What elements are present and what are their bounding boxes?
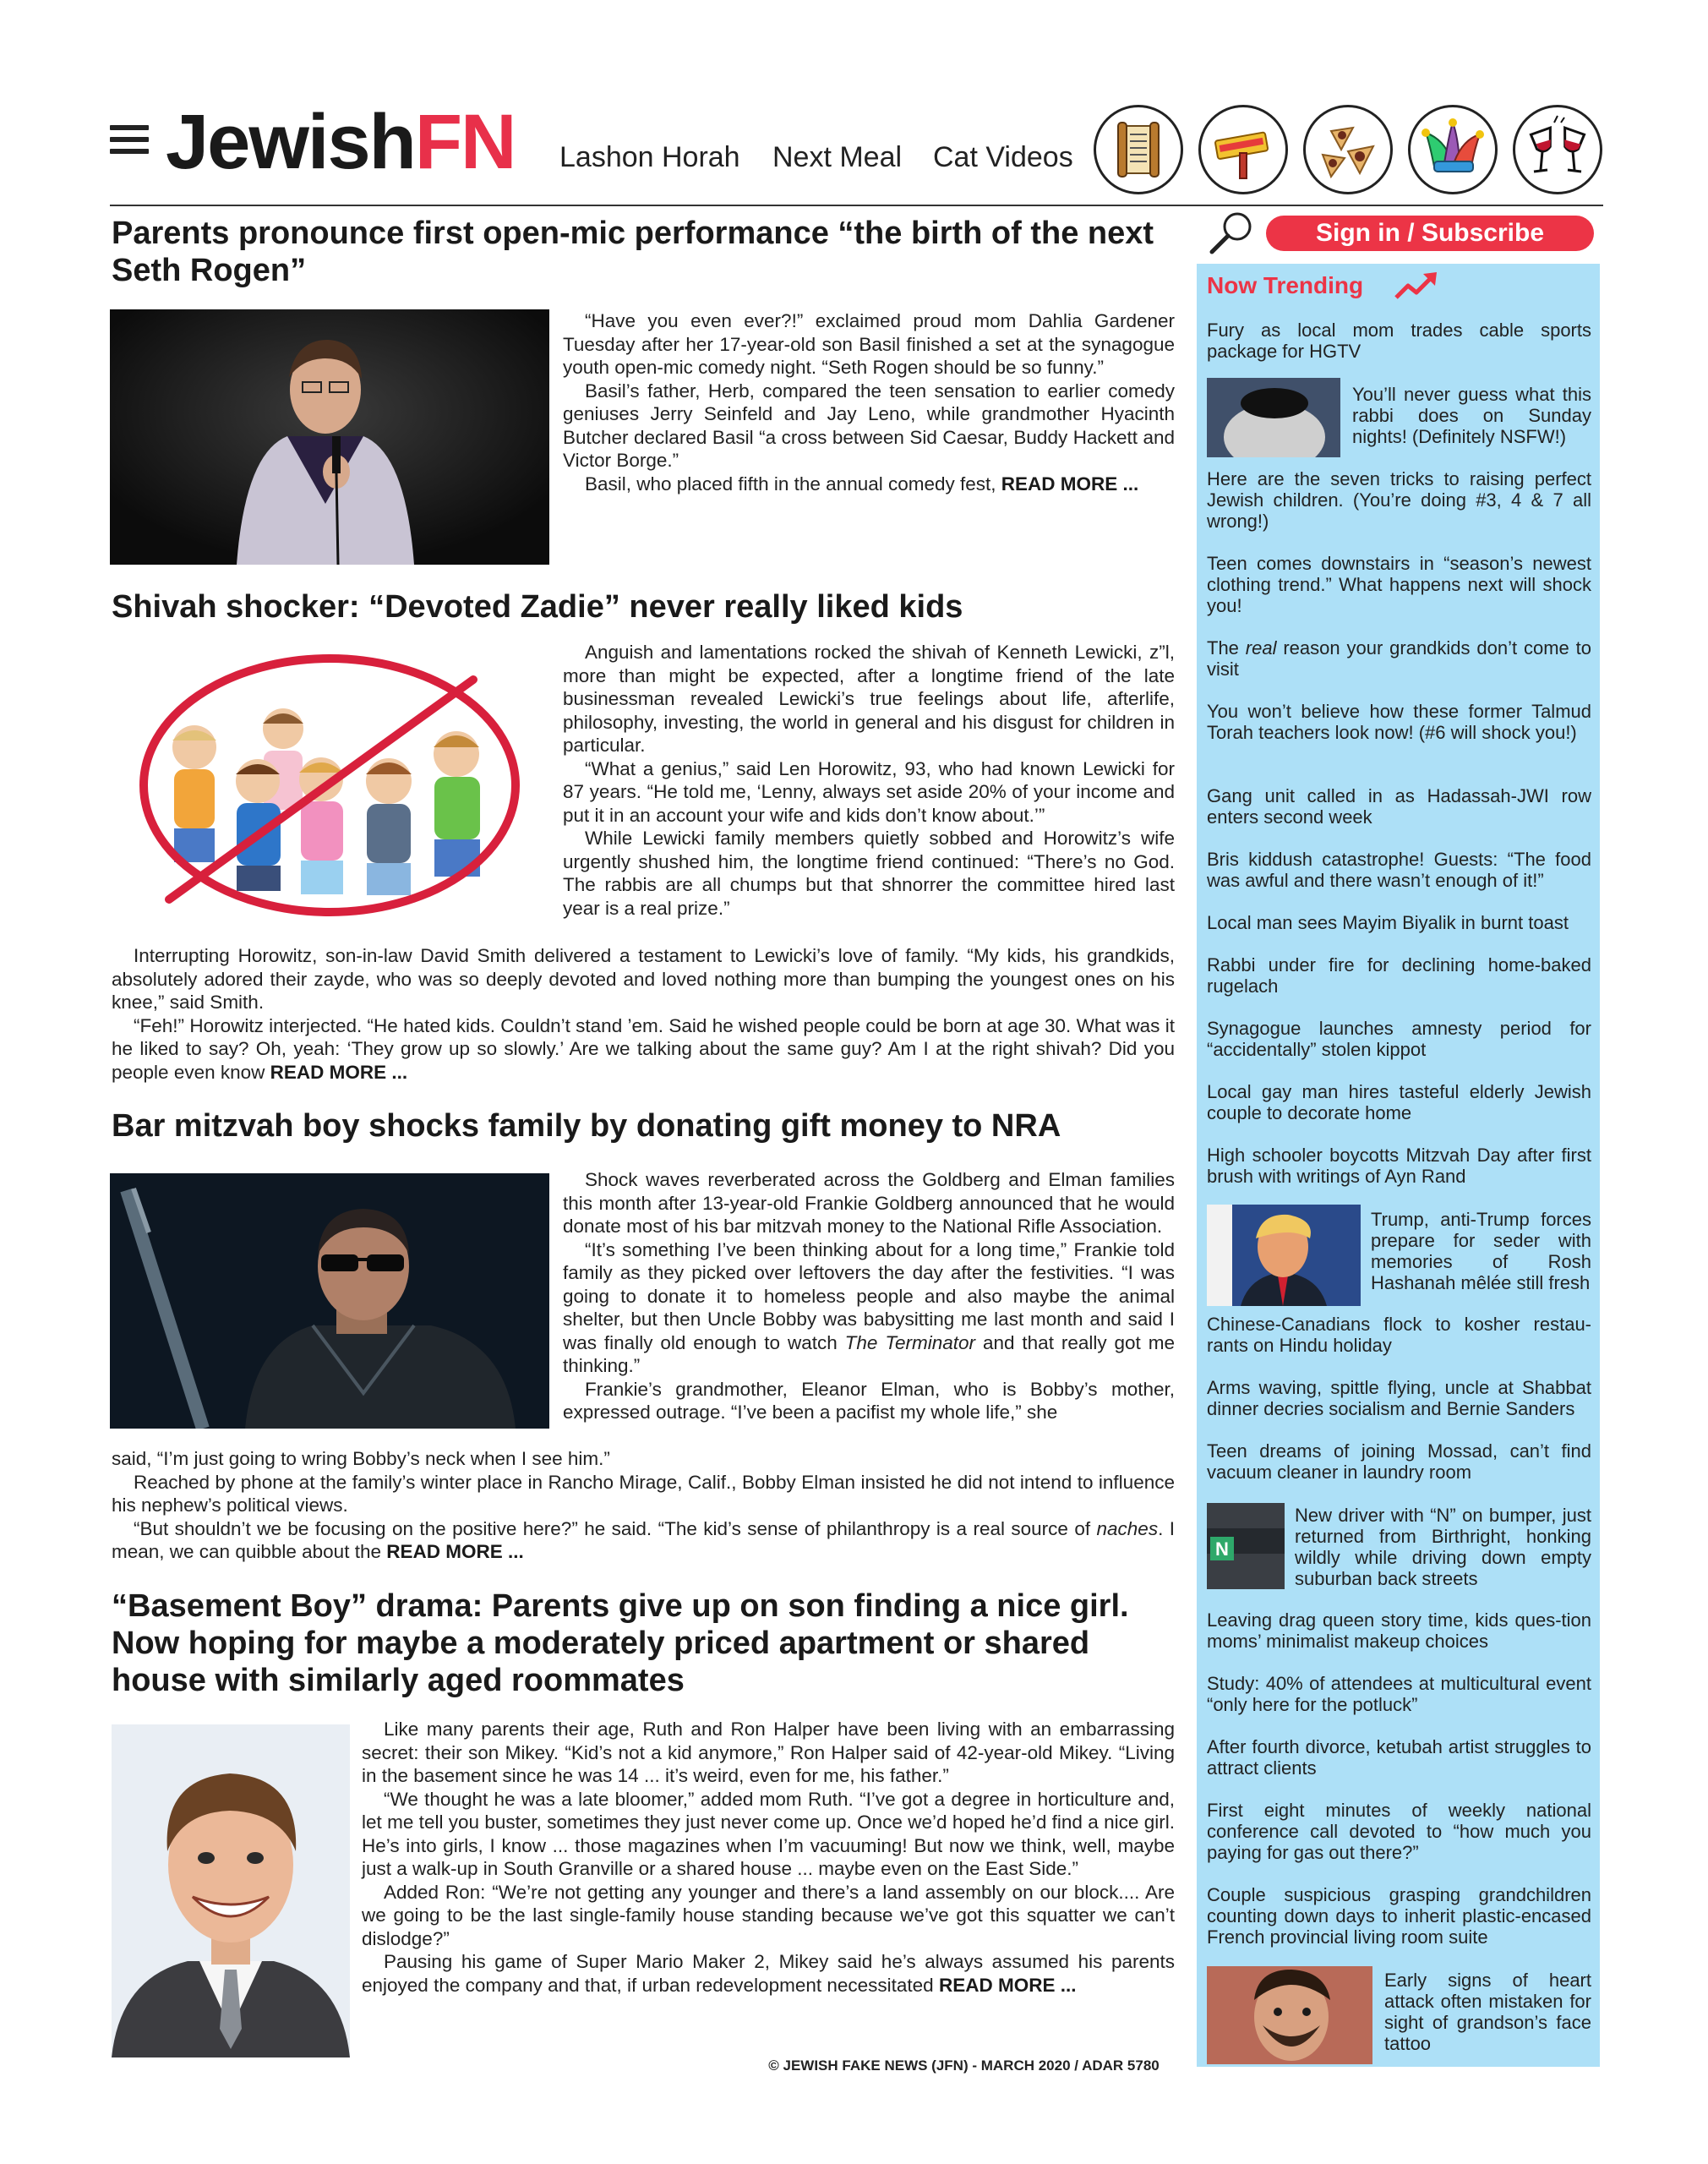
article-3-body-bottom [112,1447,1175,1564]
logo-main: Jewish [166,99,415,185]
article-2-para-3: While Lewicki family members quietly sobbed and Horowitz’s wife urgently shushed him, the longtime friend continued: “There’s no God. The rabbis are all chumps but that shnorrer the committee hired last year is a real prize.” [563,828,1175,919]
article-3-para-2: “It’s something I’ve been thinking about for a long time,” Frankie told family as they picked over leftovers the day after the festivities. “I was going to donate it to homeless people and also maybe the animal shelter, but then Uncle Bobby was babysitting me last month and said I was finally old enough to watch The Terminator and that really got me thinking.” [563,1238,1175,1376]
article-3-headline[interactable]: Bar mitzvah boy shocks family by donating gift money to NRA [112,1108,1061,1144]
trending-item[interactable]: First eight minutes of weekly national conference call devoted to “how much you paying for gas out there?” [1207,1800,1591,1863]
article-2-photo [110,646,549,925]
article-1-body [563,309,1175,495]
article-2-body-top [563,641,1175,920]
jester-hat-icon[interactable] [1408,105,1498,194]
nav-cat-videos[interactable]: Cat Videos [933,141,1073,173]
article-3-para-1: Shock waves reverberated across the Goldberg and Elman families this month after 13-year-old Frankie Goldberg announced that he would donate most of his bar mitzvah money to the National Rifle Association. [563,1169,1175,1237]
trending-item[interactable]: Synagogue launches amnesty period for “accidentally” stolen kippot [1207,1018,1591,1060]
read-more-link[interactable]: READ MORE ... [1001,473,1139,495]
trending-item[interactable]: New driver with “N” on bumper, just returned from Birthright, honking wildly while driving down empty suburban back streets [1295,1505,1591,1589]
trending-item[interactable]: Chinese-Canadians flock to kosher restau-rants on Hindu holiday [1207,1314,1591,1356]
trending-item[interactable]: You’ll never guess what this rabbi does on Sunday nights! (Definitely NSFW!) [1352,384,1591,447]
article-1-para-1: “Have you even ever?!” exclaimed proud mom Dahlia Gardener Tuesday after her 17-year-old son Basil finished a set at the synagogue youth open-mic comedy night. “Seth Rogen should be so funny.” [563,310,1175,378]
trending-item[interactable]: Fury as local mom trades cable sports package for HGTV [1207,320,1591,362]
article-4-body [362,1718,1175,1997]
article-4-para-4: Pausing his game of Super Mario Maker 2, Mikey said he’s always assumed his parents enjoyed the company and that, if urban redevelopment necessitated READ MORE ... [362,1951,1175,1996]
article-2-para-4: Interrupting Horowitz, son-in-law David Smith delivered a testament to Lewicki’s love of family. “My kids, his grandkids, absolutely adored their zayde, who was so deeply devoted and loved nothing more than bumping the youngest ones on his knee,” said Smith. [112,945,1175,1013]
nav-lashon-horah[interactable]: Lashon Horah [559,141,740,173]
trending-item[interactable]: After fourth divorce, ketubah artist struggles to attract clients [1207,1736,1591,1779]
article-3-photo [110,1173,549,1429]
trending-title: Now Trending [1207,272,1364,298]
trump-thumbnail [1207,1205,1361,1306]
article-3-para-4: Reached by phone at the family’s winter place in Rancho Mirage, Calif., Bobby Elman insisted he did not intend to influence his nephew’s political views. [112,1471,1175,1516]
article-4-para-1: Like many parents their age, Ruth and Ron Halper have been living with an embarrassing secret: their son Mikey. “Kid’s not a kid anymore,” Ron Halper said of 42-year-old Mikey. “Living in the basement since he was 14 ... it’s weird, even for me, his father.” [362,1719,1175,1786]
nav-next-meal[interactable]: Next Meal [772,141,903,173]
article-4-photo [112,1724,350,2057]
site-logo[interactable] [166,100,515,184]
article-1-photo [110,309,549,565]
trending-arrow-icon [1393,269,1440,303]
article-2-body-bottom [112,944,1175,1084]
trending-item[interactable]: Local man sees Mayim Biyalik in burnt toast [1207,912,1569,933]
trending-item[interactable]: Bris kiddush catastrophe! Guests: “The food was awful and there wasn’t enough of it!” [1207,849,1591,891]
article-2-para-2: “What a genius,” said Len Horowitz, 93, who had known Lewicki for 87 years. “He told me, ‘Lenny, always set aside 20% of your income and put it in an account your wife and kids don’t know about.’” [563,757,1175,826]
trending-item[interactable]: Leaving drag queen story time, kids ques-tion moms’ minimalist makeup choices [1207,1609,1591,1652]
torah-scroll-icon[interactable] [1094,105,1183,194]
read-more-link[interactable]: READ MORE ... [386,1541,524,1562]
trending-item[interactable]: Teen dreams of joining Mossad, can’t find vacuum cleaner in laundry room [1207,1440,1591,1483]
hamantaschen-icon[interactable] [1303,105,1393,194]
search-icon[interactable] [1207,210,1258,257]
trending-item[interactable]: You won’t believe how these former Talmud Torah teachers look now! (#6 will shock you!) [1207,701,1591,743]
trending-item[interactable]: Teen comes downstairs in “season’s newest clothing trend.” What happens next will shock you! [1207,553,1591,616]
article-1-para-3: Basil, who placed fifth in the annual comedy fest, READ MORE ... [585,473,1139,495]
post-malone-thumbnail [1207,1966,1372,2064]
article-2-headline[interactable]: Shivah shocker: “Devoted Zadie” never really liked kids [112,589,963,625]
article-3-para-5: “But shouldn’t we be focusing on the positive here?” he said. “The kid’s sense of philanthropy is a real source of naches. I mean, we can quibble about the READ MORE ... [112,1517,1175,1562]
trending-item[interactable]: Here are the seven tricks to raising perfect Jewish children. (You’re doing #3, 4 & 7 all wrong!) [1207,468,1591,532]
trending-item[interactable]: Couple suspicious grasping grandchildren counting down days to inherit plastic-encased French provincial living room suite [1207,1884,1591,1948]
menu-icon[interactable] [110,125,149,154]
trending-item[interactable]: Local gay man hires tasteful elderly Jewish couple to decorate home [1207,1081,1591,1123]
movie-title: The Terminator [844,1331,976,1353]
article-1-para-2: Basil’s father, Herb, compared the teen sensation to earlier comedy geniuses Jerry Seinfeld and Jay Leno, while grandmother Hyacinth Butcher declared Basil “a cross between Sid Caesar, Buddy Hackett and Victor Borge.” [563,380,1175,471]
trending-item[interactable]: Arms waving, spittle flying, uncle at Shabbat dinner decries socialism and Bernie Sanders [1207,1377,1591,1419]
trending-item[interactable]: Rabbi under fire for declining home-baked rugelach [1207,954,1591,997]
article-4-para-2: “We thought he was a late bloomer,” added mom Ruth. “I’ve got a degree in horticulture and, let me tell you buster, sometimes they just never come up. Once we’d hoped he’d find a nice girl. He’s into girls, I know ... those magazines when I’m vacuuming! But now we think, well, maybe just a walk-up in South Granville or a shared house ... maybe even on the East Side.” [362,1788,1175,1879]
article-2-para-5: “Feh!” Horowitz interjected. “He hated kids. Couldn’t stand ’em. Said he wished people could be born at age 30. What was it he liked to say? Oh, yeah: ‘They grow up so slowly.’ Are we talking about the same guy? Am I at the right shivah? Did you people even know READ MORE ... [112,1014,1175,1083]
article-3-para-3-cont: said, “I’m just going to wring Bobby’s neck when I see him.” [112,1448,610,1469]
grogger-icon[interactable] [1198,105,1288,194]
read-more-link[interactable]: READ MORE ... [270,1061,408,1083]
trending-item[interactable]: Early signs of heart attack often mistaken for sight of grandson’s face tattoo [1384,1970,1591,2054]
article-2-para-1: Anguish and lamentations rocked the shivah of Kenneth Lewicki, z”l, more than might be expected, after a longtime friend of the late businessman revealed Lewicki’s true feelings about life, afterlife, philosophy, investing, the world in general and his disgust for children in particular. [563,642,1175,756]
n-bumper-thumbnail [1207,1503,1285,1589]
trending-item[interactable]: High schooler boycotts Mitzvah Day after first brush with writings of Ayn Rand [1207,1145,1591,1187]
footer-copyright: © JEWISH FAKE NEWS (JFN) - MARCH 2020 / ADAR 5780 [768,2057,1160,2074]
header-rule [110,205,1603,206]
trending-item[interactable]: The real reason your grandkids don’t come to visit [1207,637,1591,680]
svg-text:N: N [1215,1538,1229,1560]
logo-accent: FN [414,99,516,185]
article-3-para-3: Frankie’s grandmother, Eleanor Elman, who is Bobby’s mother, expressed outrage. “I’ve been a pacifist my whole life,” she [563,1378,1175,1423]
article-3-body-top [563,1168,1175,1424]
rabbi-thumbnail [1207,378,1340,457]
article-4-headline[interactable]: “Basement Boy” drama: Parents give up on son finding a nice girl. Now hoping for maybe a moderately priced apartment or shared house with similarly aged roommates [112,1588,1129,1698]
trending-item[interactable]: Trump, anti-Trump forces prepare for seder with memories of Rosh Hashanah mêlée still fresh [1371,1209,1591,1293]
trending-item[interactable]: Gang unit called in as Hadassah-JWI row enters second week [1207,785,1591,828]
wine-glasses-icon[interactable] [1513,105,1602,194]
signin-subscribe-button[interactable]: Sign in / Subscribe [1266,216,1594,251]
article-4-para-3: Added Ron: “We’re not getting any younger and there’s a land assembly on our block.... Are we going to be the last single-family house standing because we’ve got this squatter we can’t dislodge?” [362,1881,1175,1949]
trending-item[interactable]: Study: 40% of attendees at multicultural event “only here for the potluck” [1207,1673,1591,1715]
read-more-link[interactable]: READ MORE ... [938,1974,1077,1996]
article-1-headline[interactable]: Parents pronounce first open-mic performance “the birth of the next Seth Rogen” [112,216,1154,288]
